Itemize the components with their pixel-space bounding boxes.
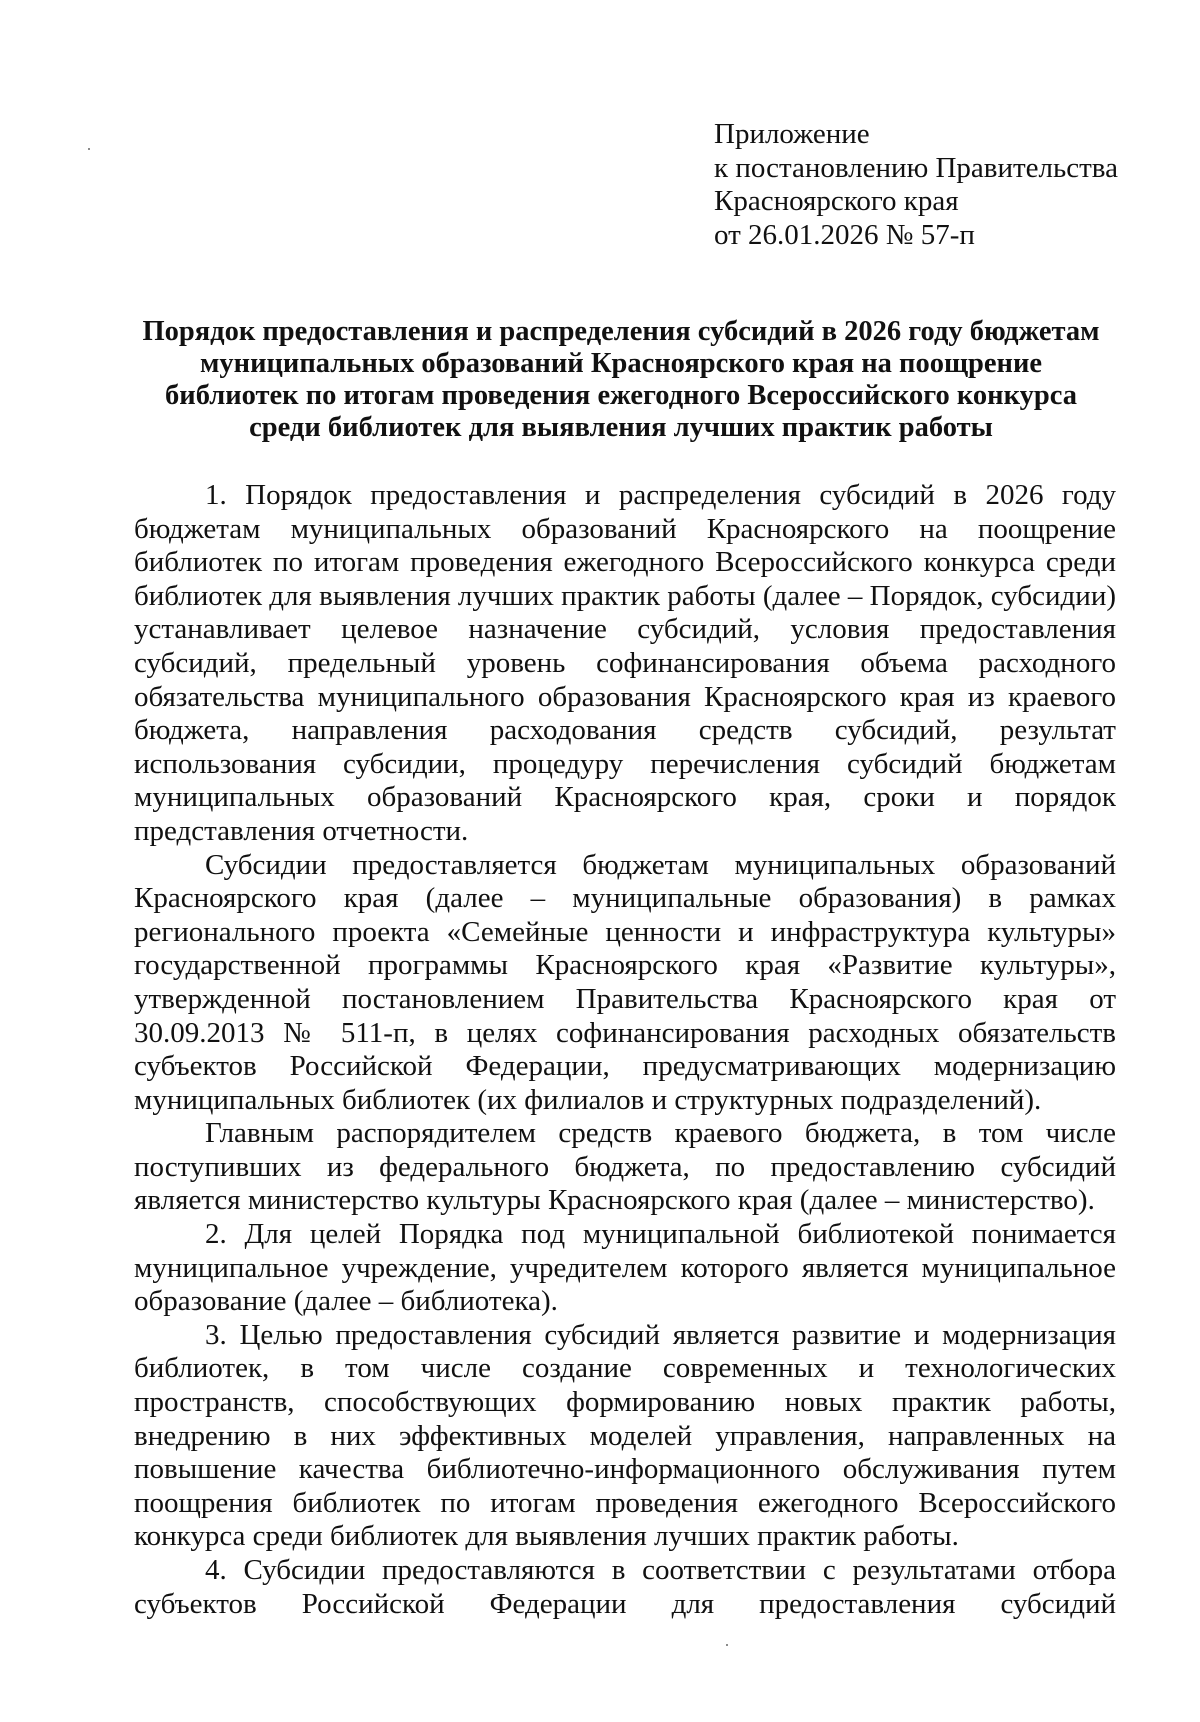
appendix-line: Красноярского края (714, 185, 959, 217)
title-line: среди библиотек для выявления лучших практик работы (249, 412, 993, 443)
document-title (130, 316, 1112, 444)
appendix-line: от 26.01.2026 № 57-п (714, 218, 975, 251)
scan-speck (88, 148, 90, 150)
paragraph-3: Главным распорядителем средств краевого бюджета, в том числе поступивших из федерального бюджета, по предоставлению субсидий является министерство культуры Красноярского края (далее – министерство). (134, 1117, 1116, 1217)
scan-speck (726, 1644, 728, 1646)
title-line: Порядок предоставления и распределения субсидий в 2026 году бюджетам (142, 316, 1100, 347)
paragraph-4: 2. Для целей Порядка под муниципальной библиотекой понимается муниципальное учреждение, учредителем которого является муниципальное образование (далее – библиотека). (134, 1218, 1116, 1318)
paragraph-6: 4. Субсидии предоставляются в соответствии с результатами отбора субъектов Российской Федерации для предоставления субсидий (134, 1554, 1116, 1620)
appendix-line: Приложение (714, 118, 870, 150)
appendix-header (714, 118, 1118, 252)
appendix-line: к постановлению Правительства (714, 151, 1118, 184)
title-line: муниципальных образований Красноярского края на поощрение (199, 348, 1043, 379)
paragraph-5: 3. Целью предоставления субсидий является развитие и модернизация библиотек, в том числе создание современных и технологических пространств, способствующих формированию новых практик работы, внедрению в них эффективных моделей управления, направленных на повышение качества библиотечно-информационного обслуживания путем поощрения библиотек по итогам проведения ежегодного Всероссийского конкурса среди библиотек для выявления лучших практик работы. (134, 1318, 1116, 1553)
document-body (134, 479, 1116, 1621)
paragraph-1: 1. Порядок предоставления и распределения субсидий в 2026 году бюджетам муниципальных образований Красноярского на поощрение библиотек по итогам проведения ежегодного Всероссийского конкурса среди библиотек для выявления лучших практик работы (далее – Порядок, субсидии) устанавливает целевое назначение субсидий, условия предоставления субсидий, предельный уровень софинансирования объема расходного обязательства муниципального образования Красноярского края из краевого бюджета, направления расходования средств субсидий, результат использования субсидии, процедуру перечисления субсидий бюджетам муниципальных образований Красноярского края, сроки и порядок представления отчетности. (134, 479, 1116, 847)
paragraph-2: Субсидии предоставляется бюджетам муниципальных образований Красноярского края (далее – муниципальные образования) в рамках регионального проекта «Семейные ценности и инфраструктура культуры» государственной программы Красноярского края «Развитие культуры», утвержденной постановлением Правительства Красноярского края от 30.09.2013 № 511-п, в целях софинансирования расходных обязательств субъектов Российской Федерации, предусматривающих модернизацию муниципальных библиотек (их филиалов и структурных подразделений). (134, 848, 1116, 1116)
title-line: библиотек по итогам проведения ежегодного Всероссийского конкурса (165, 380, 1077, 411)
